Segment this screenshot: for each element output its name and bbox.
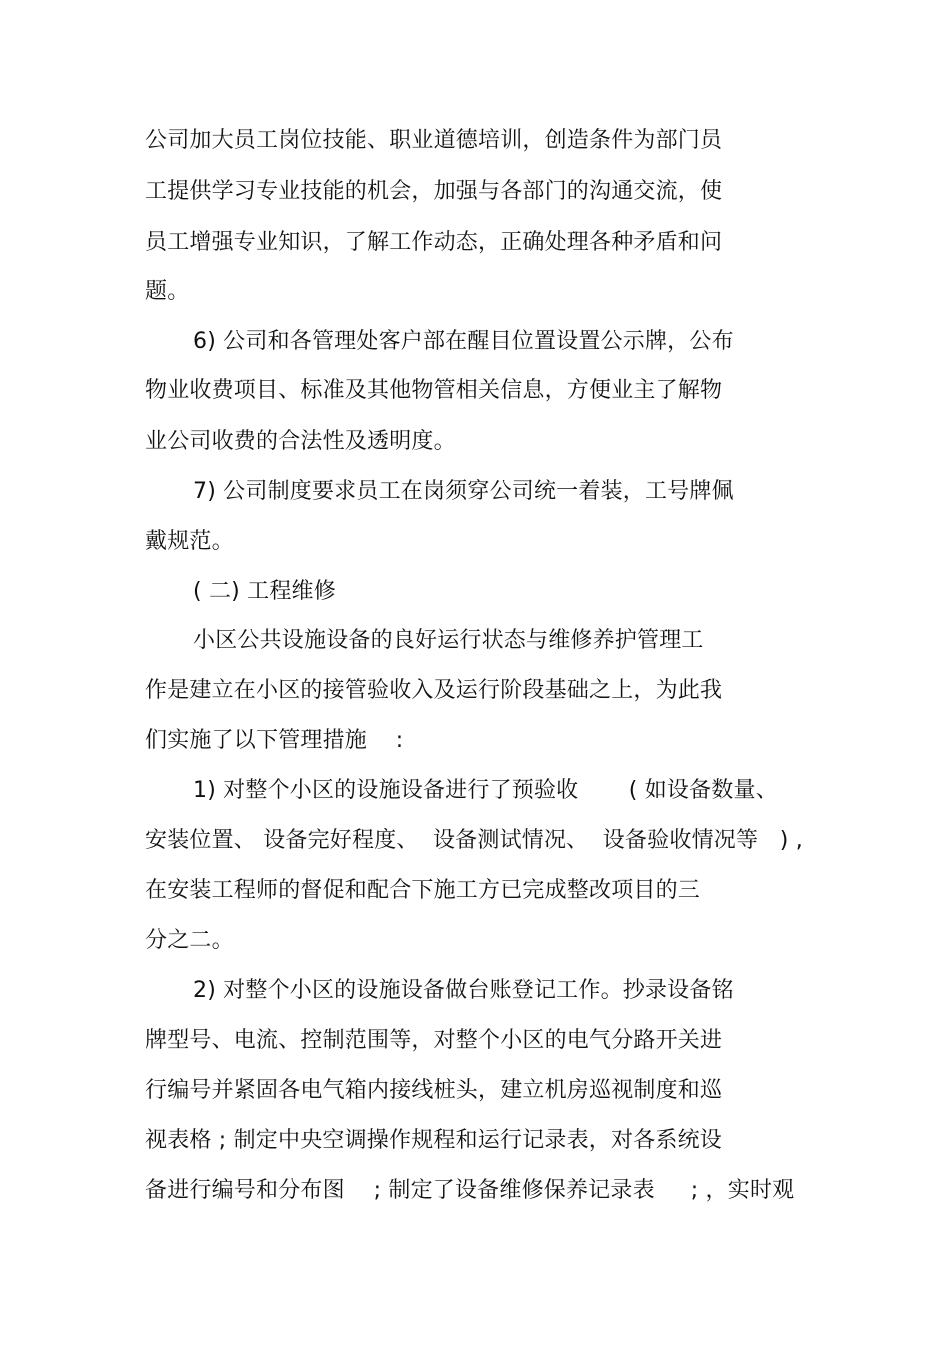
text-line: 公司加大员工岗位技能、职业道德培训，创造条件为部门员 <box>145 128 723 153</box>
text-line: 7) 公司制度要求员工在岗须穿公司统一着装，工号牌佩 <box>193 479 734 504</box>
text-line: 6) 公司和各管理处客户部在醒目位置设置公示牌，公布 <box>193 329 734 354</box>
text-line: 业公司收费的合法性及透明度。 <box>145 429 456 454</box>
text-line: 1) 对整个小区的设施设备进行了预验收 ( 如设备数量、 <box>193 778 778 803</box>
text-line: 2) 对整个小区的设施设备做台账登记工作。抄录设备铭 <box>193 978 734 1003</box>
section-heading: ( 二) 工程维修 <box>193 579 336 604</box>
text-line: 们实施了以下管理措施 : <box>145 728 404 753</box>
text-line: 工提供学习专业技能的机会，加强与各部门的沟通交流，使 <box>145 179 723 204</box>
text-line: 作是建立在小区的接管验收入及运行阶段基础之上，为此我 <box>145 678 723 703</box>
text-line: 物业收费项目、标准及其他物管相关信息，方便业主了解物 <box>145 378 723 403</box>
text-line: 在安装工程师的督促和配合下施工方已完成整改项目的三 <box>145 878 701 903</box>
text-line: 员工增强专业知识，了解工作动态，正确处理各种矛盾和问 <box>145 230 723 255</box>
text-line: 视表格 ; 制定中央空调操作规程和运行记录表，对各系统设 <box>145 1128 723 1153</box>
text-line: 牌型号、电流、控制范围等，对整个小区的电气分路开关进 <box>145 1028 723 1053</box>
text-line: 戴规范。 <box>145 529 234 554</box>
text-line: 安装位置、 设备完好程度、 设备测试情况、 设备验收情况等 ) , <box>145 828 803 853</box>
text-line: 小区公共设施设备的良好运行状态与维修养护管理工 <box>193 628 704 653</box>
text-line: 行编号并紧固各电气箱内接线桩头，建立机房巡视制度和巡 <box>145 1078 723 1103</box>
text-line: 题。 <box>145 279 190 304</box>
text-line: 备进行编号和分布图 ; 制定了设备维修保养记录表 ; ，实时观 <box>145 1178 795 1203</box>
text-line: 分之二。 <box>145 928 234 953</box>
